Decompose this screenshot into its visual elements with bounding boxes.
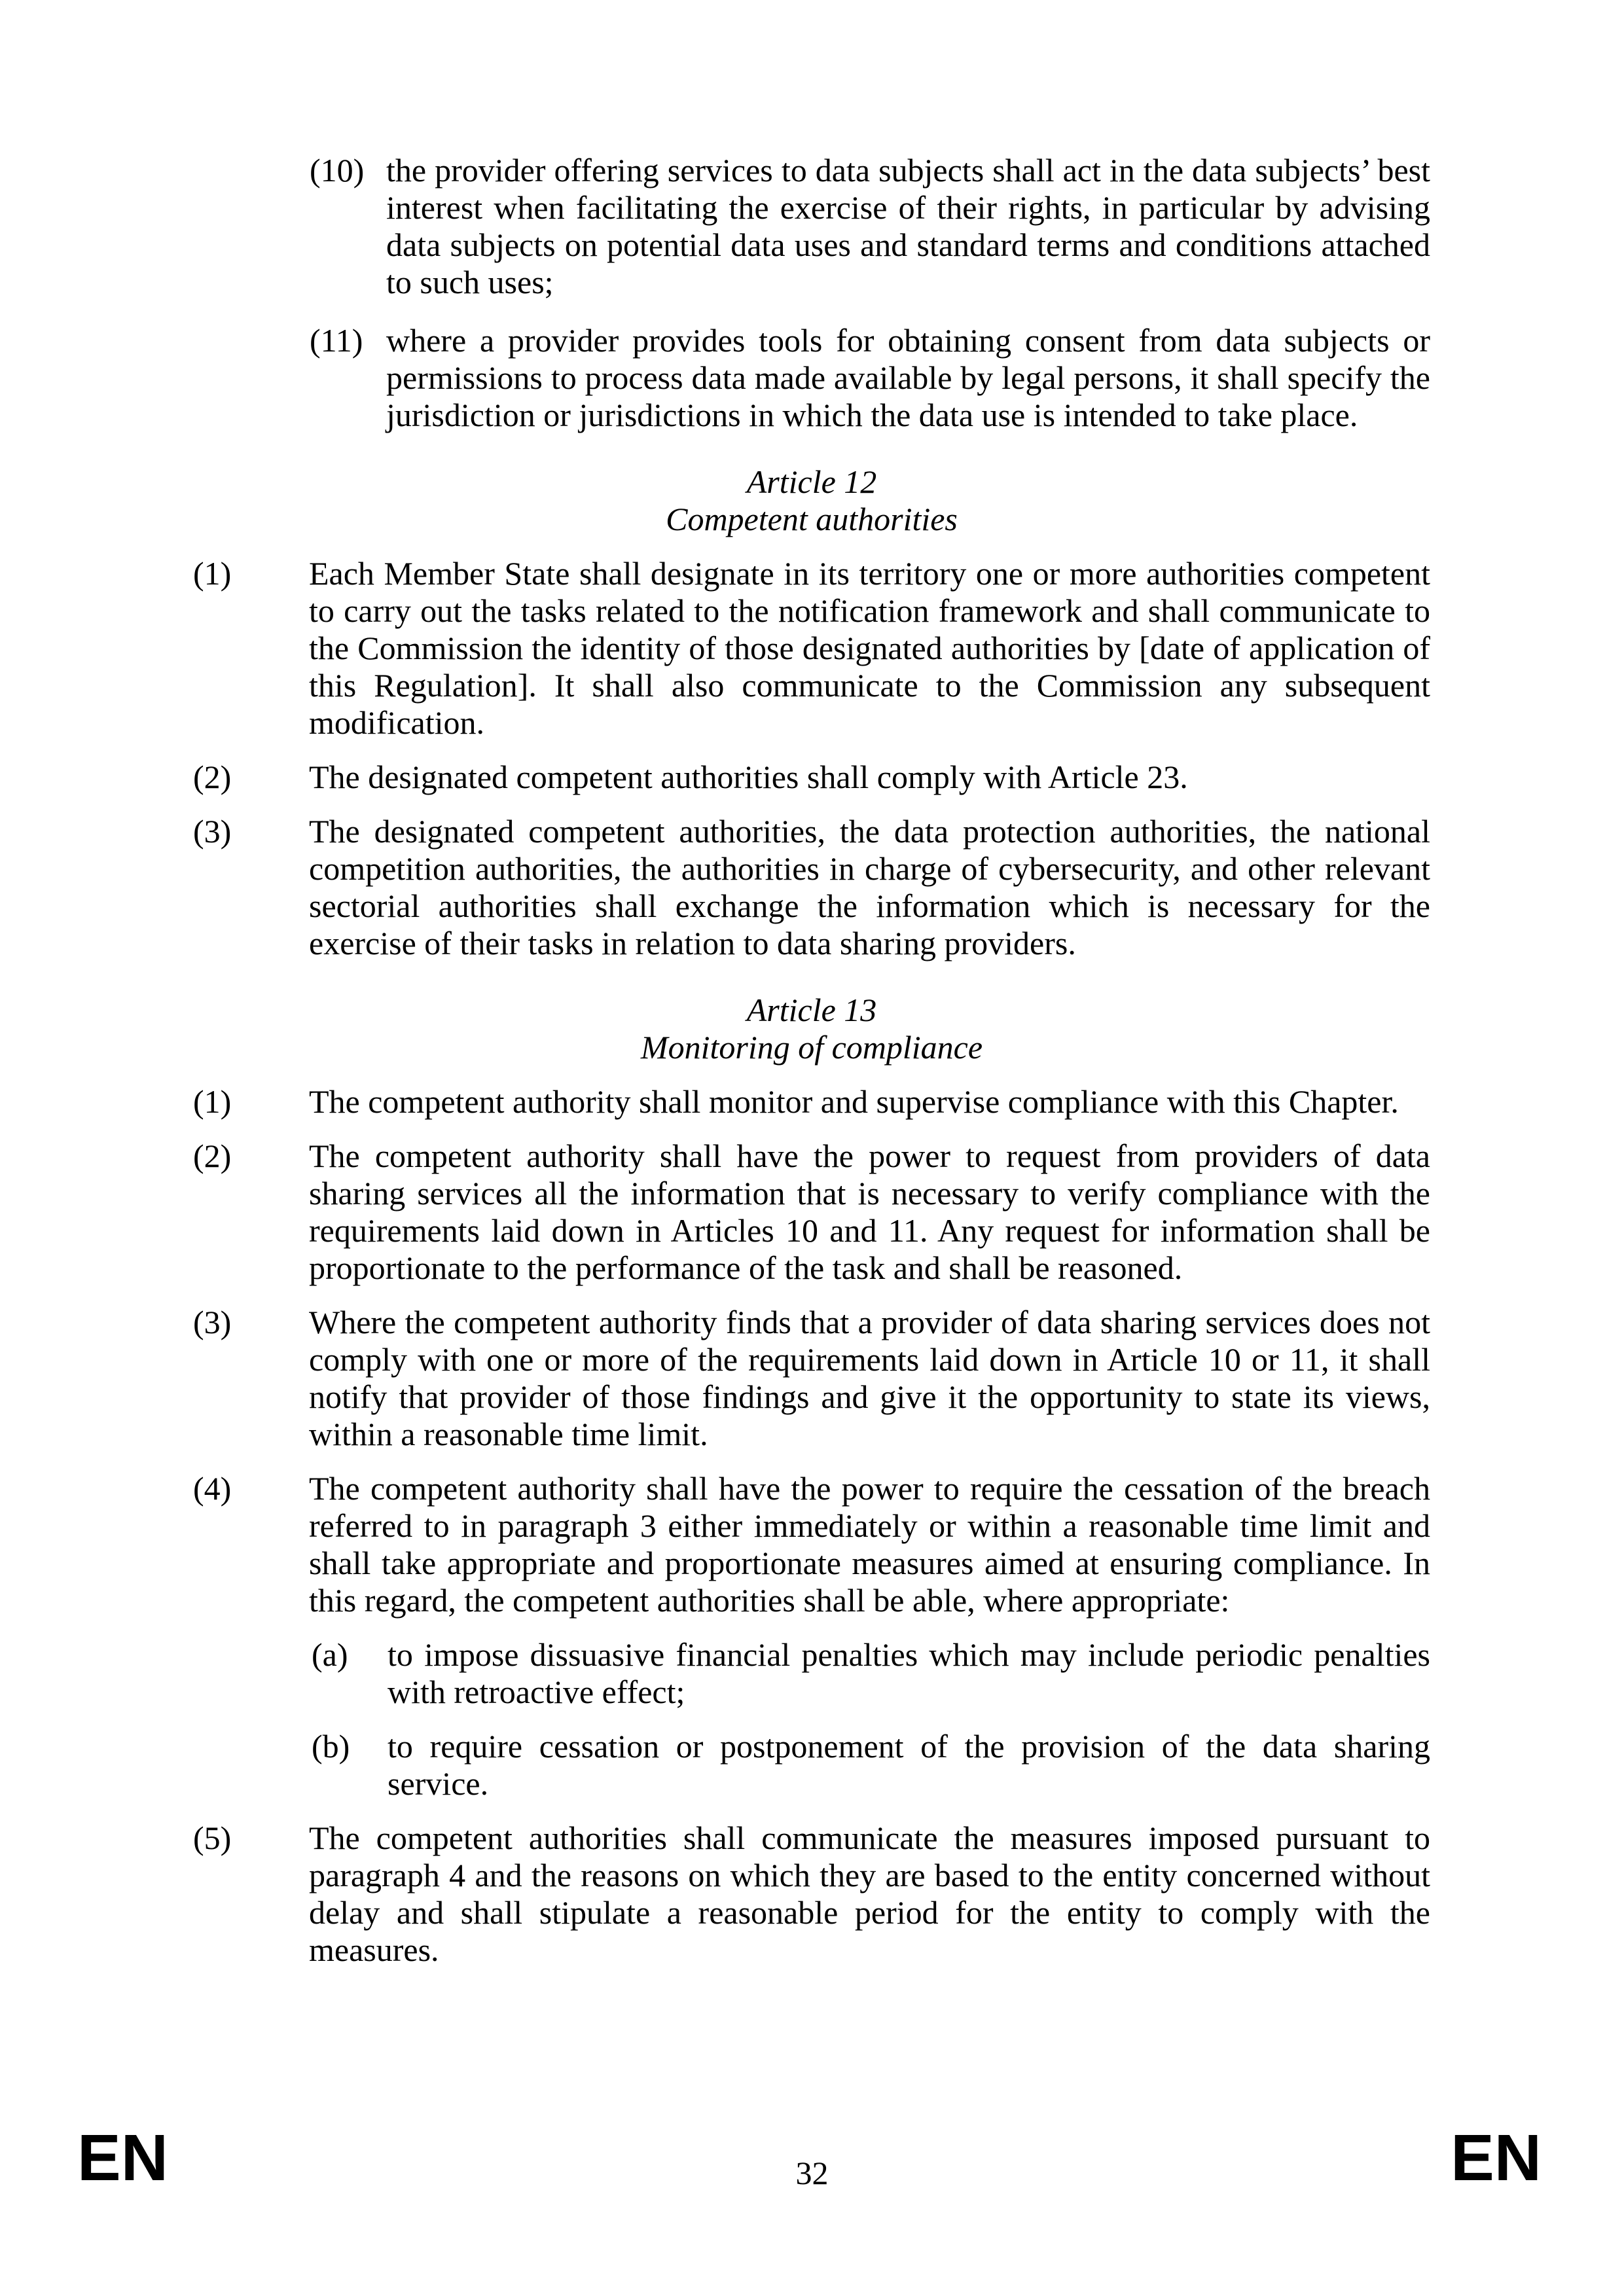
sub-item (312, 1636, 1430, 1711)
paragraph-text: The competent authorities shall communicate the measures imposed pursuant to paragraph 4 and the reasons on which they are based to the entity concerned without delay and shall stipulate a reasonable period for the entity to comply with the measures. (309, 1820, 1430, 1968)
paragraph (193, 1820, 1430, 1969)
sub-item (312, 1728, 1430, 1803)
article-subtitle: Competent authorities (666, 501, 958, 537)
sub-item-text: to impose dissuasive financial penalties which may include periodic penalties with retroactive effect; (388, 1636, 1430, 1710)
paragraph (193, 813, 1430, 962)
list-item-number: (11) (310, 322, 363, 359)
list-item-text: the provider offering services to data subjects shall act in the data subjects’ best interest when facilitating the exercise of their rights, in particular by advising data subjects on potential data uses and standard terms and conditions attached to such uses; (386, 152, 1430, 300)
paragraph-text: The designated competent authorities shall comply with Article 23. (309, 759, 1188, 795)
footer-page-number: 32 (795, 2155, 829, 2191)
paragraph-text: The competent authority shall have the power to request from providers of data sharing services all the information that is necessary to verify compliance with the requirements laid down in Articles 10 and 11. Any request for information shall be proportionate to the performance of the task and shall be reasoned. (309, 1138, 1430, 1286)
footer-language-code-right: EN (1451, 2121, 1542, 2195)
document-body (0, 152, 1624, 1986)
paragraph (193, 1470, 1430, 1803)
paragraph-number: (3) (193, 813, 232, 850)
article-heading (193, 992, 1430, 1066)
article-heading (193, 463, 1430, 538)
paragraph (193, 759, 1430, 796)
paragraph-text: Where the competent authority finds that a provider of data sharing services does not comply with one or more of the requirements laid down in Article 10 or 11, it shall notify that provider of those findings and give it the opportunity to state its views, within a reasonable time limit. (309, 1304, 1430, 1452)
article-title: Article 13 (746, 992, 877, 1028)
sub-item-number: (b) (312, 1728, 350, 1765)
paragraph-number: (5) (193, 1820, 232, 1856)
article-title: Article 12 (746, 463, 877, 500)
paragraph-number: (1) (193, 555, 232, 592)
paragraph-text: The designated competent authorities, the data protection authorities, the national competition authorities, the authorities in charge of cybersecurity, and other relevant sectorial authorities shall exchange the information which is necessary for the exercise of their tasks in relation to data sharing providers. (309, 813, 1430, 961)
paragraph (193, 1304, 1430, 1453)
article-subtitle: Monitoring of compliance (640, 1029, 983, 1066)
paragraph-number: (4) (193, 1470, 232, 1507)
footer-language-code-left: EN (77, 2121, 168, 2195)
paragraph (193, 1138, 1430, 1287)
sub-item-number: (a) (312, 1636, 348, 1673)
list-item (310, 152, 1430, 301)
list-item-text: where a provider provides tools for obtaining consent from data subjects or permissions to process data made available by legal persons, it shall specify the jurisdiction or jurisdictions in which the data use is intended to take place. (386, 322, 1430, 433)
paragraph-number: (3) (193, 1304, 232, 1340)
paragraph-number: (1) (193, 1083, 232, 1120)
paragraph (193, 1083, 1430, 1121)
list-item-number: (10) (310, 152, 365, 188)
paragraph-text: Each Member State shall designate in its territory one or more authorities competent to carry out the tasks related to the notification framework and shall communicate to the Commission the identity of those designated authorities by [date of application of this Regulation]. It shall also communicate to the Commission any subsequent modification. (309, 555, 1430, 741)
paragraph-number: (2) (193, 759, 232, 795)
paragraph-text: The competent authority shall have the power to require the cessation of the breach referred to in paragraph 3 either immediately or within a reasonable time limit and shall take appropriate and proportionate measures aimed at ensuring compliance. In this regard, the competent authorities shall be able, where appropriate: (309, 1470, 1430, 1619)
paragraph-number: (2) (193, 1138, 232, 1174)
paragraph (193, 555, 1430, 742)
paragraph-text: The competent authority shall monitor and supervise compliance with this Chapter. (309, 1083, 1399, 1120)
sub-item-text: to require cessation or postponement of the provision of the data sharing service. (388, 1728, 1430, 1802)
list-item (310, 322, 1430, 434)
